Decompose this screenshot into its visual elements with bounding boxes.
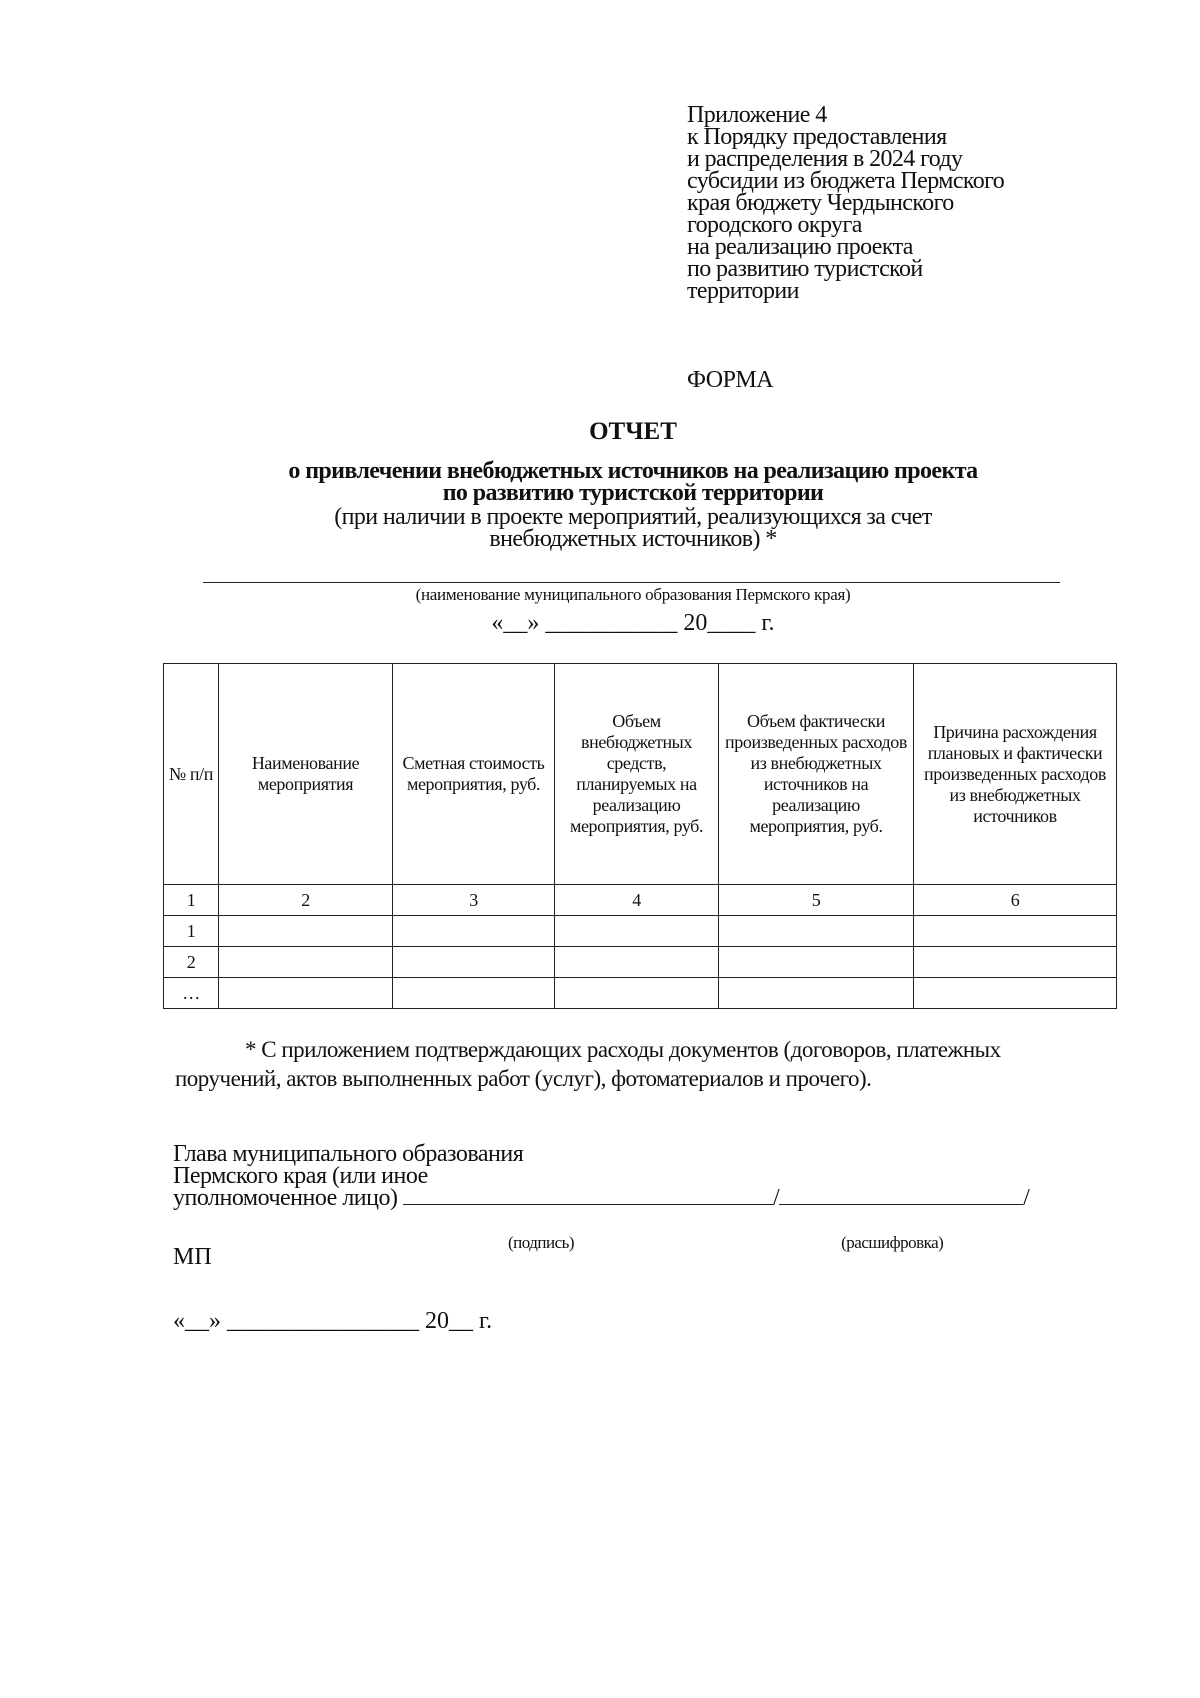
header-event-name: Наименование мероприятия	[219, 664, 393, 885]
subtitle-line: внебюджетных источников) *	[489, 526, 777, 552]
document-title: ОТЧЕТ	[589, 418, 677, 445]
subtitle-bold	[188, 460, 1078, 504]
table-cell	[555, 916, 719, 947]
row-number: 2	[164, 947, 219, 978]
table-cell	[914, 947, 1117, 978]
appendix-line: края бюджету Чердынского	[687, 190, 954, 216]
table-row	[164, 978, 1117, 1009]
signature-block	[173, 1141, 1030, 1252]
table-header-row	[164, 664, 1117, 885]
municipality-name-line	[203, 582, 1060, 583]
decoding-caption: (расшифровка)	[841, 1233, 944, 1252]
slash-separator: /	[1023, 1185, 1030, 1211]
report-table	[163, 663, 1117, 1009]
column-number: 6	[914, 885, 1117, 916]
appendix-line: территории	[687, 278, 799, 304]
appendix-line: и распределения в 2024 году	[687, 146, 963, 172]
header-number: № п/п	[164, 664, 219, 885]
subtitle-line: о привлечении внебюджетных источников на реализацию проекта	[288, 458, 978, 484]
slash-separator: /	[772, 1185, 780, 1211]
appendix-line: по развитию туристской	[687, 256, 923, 282]
appendix-line: к Порядку предоставления	[687, 124, 947, 150]
signatory-line: Пермского края (или иное	[173, 1163, 428, 1189]
table-cell	[219, 978, 393, 1009]
table-cell	[393, 916, 555, 947]
table-cell	[393, 947, 555, 978]
stamp-label: МП	[173, 1244, 212, 1270]
appendix-line: на реализацию проекта	[687, 234, 913, 260]
municipality-caption: (наименование муниципального образования Пермского края)	[415, 585, 851, 604]
table-cell	[219, 947, 393, 978]
table-row	[164, 947, 1117, 978]
column-number-row	[164, 885, 1117, 916]
column-number: 2	[219, 885, 393, 916]
header-discrepancy-reason: Причина расхождения плановых и фактически произведенных расходов из внебюджетных источников	[914, 664, 1117, 885]
signature-caption: (подпись)	[507, 1233, 575, 1252]
table-cell	[555, 978, 719, 1009]
decoding-field	[779, 1204, 1023, 1252]
column-number: 4	[555, 885, 719, 916]
table-cell	[719, 916, 914, 947]
signatory-line: Глава муниципального образования	[173, 1141, 524, 1167]
form-label: ФОРМА	[687, 367, 774, 393]
appendix-header	[687, 104, 1004, 302]
table-cell	[914, 978, 1117, 1009]
signature-field	[403, 1204, 773, 1252]
column-number: 3	[393, 885, 555, 916]
row-number: …	[164, 978, 219, 1009]
header-actual-expenses: Объем фактически произведенных расходов из внебюджетных источников на реализацию мероприятия, руб.	[719, 664, 914, 885]
appendix-line: городского округа	[687, 212, 862, 238]
table-cell	[719, 978, 914, 1009]
appendix-line: Приложение 4	[687, 102, 827, 128]
table-cell	[393, 978, 555, 1009]
header-planned-funds: Объем внебюджетных средств, планируемых на реализацию мероприятия, руб.	[555, 664, 719, 885]
header-estimated-cost: Сметная стоимость мероприятия, руб.	[393, 664, 555, 885]
subtitle-line: (при наличии в проекте мероприятий, реализующихся за счет	[334, 504, 932, 530]
subtitle-note	[188, 506, 1078, 550]
report-date-line: «__» ___________ 20____ г.	[491, 610, 775, 636]
table-cell	[555, 947, 719, 978]
signatory-line: уполномоченное лицо)	[173, 1185, 398, 1211]
table-cell	[219, 916, 393, 947]
appendix-line: субсидии из бюджета Пермского	[687, 168, 1005, 194]
row-number: 1	[164, 916, 219, 947]
table-row	[164, 916, 1117, 947]
footnote: * С приложением подтверждающих расходы документов (договоров, платежных поручений, актов выполненных работ (услуг), фотоматериалов и прочего).	[175, 1037, 1001, 1091]
table-cell	[914, 916, 1117, 947]
signature-date-line: «__» ________________ 20__ г.	[173, 1308, 493, 1334]
table-cell	[719, 947, 914, 978]
column-number: 1	[164, 885, 219, 916]
column-number: 5	[719, 885, 914, 916]
subtitle-line: по развитию туристской территории	[442, 480, 824, 506]
